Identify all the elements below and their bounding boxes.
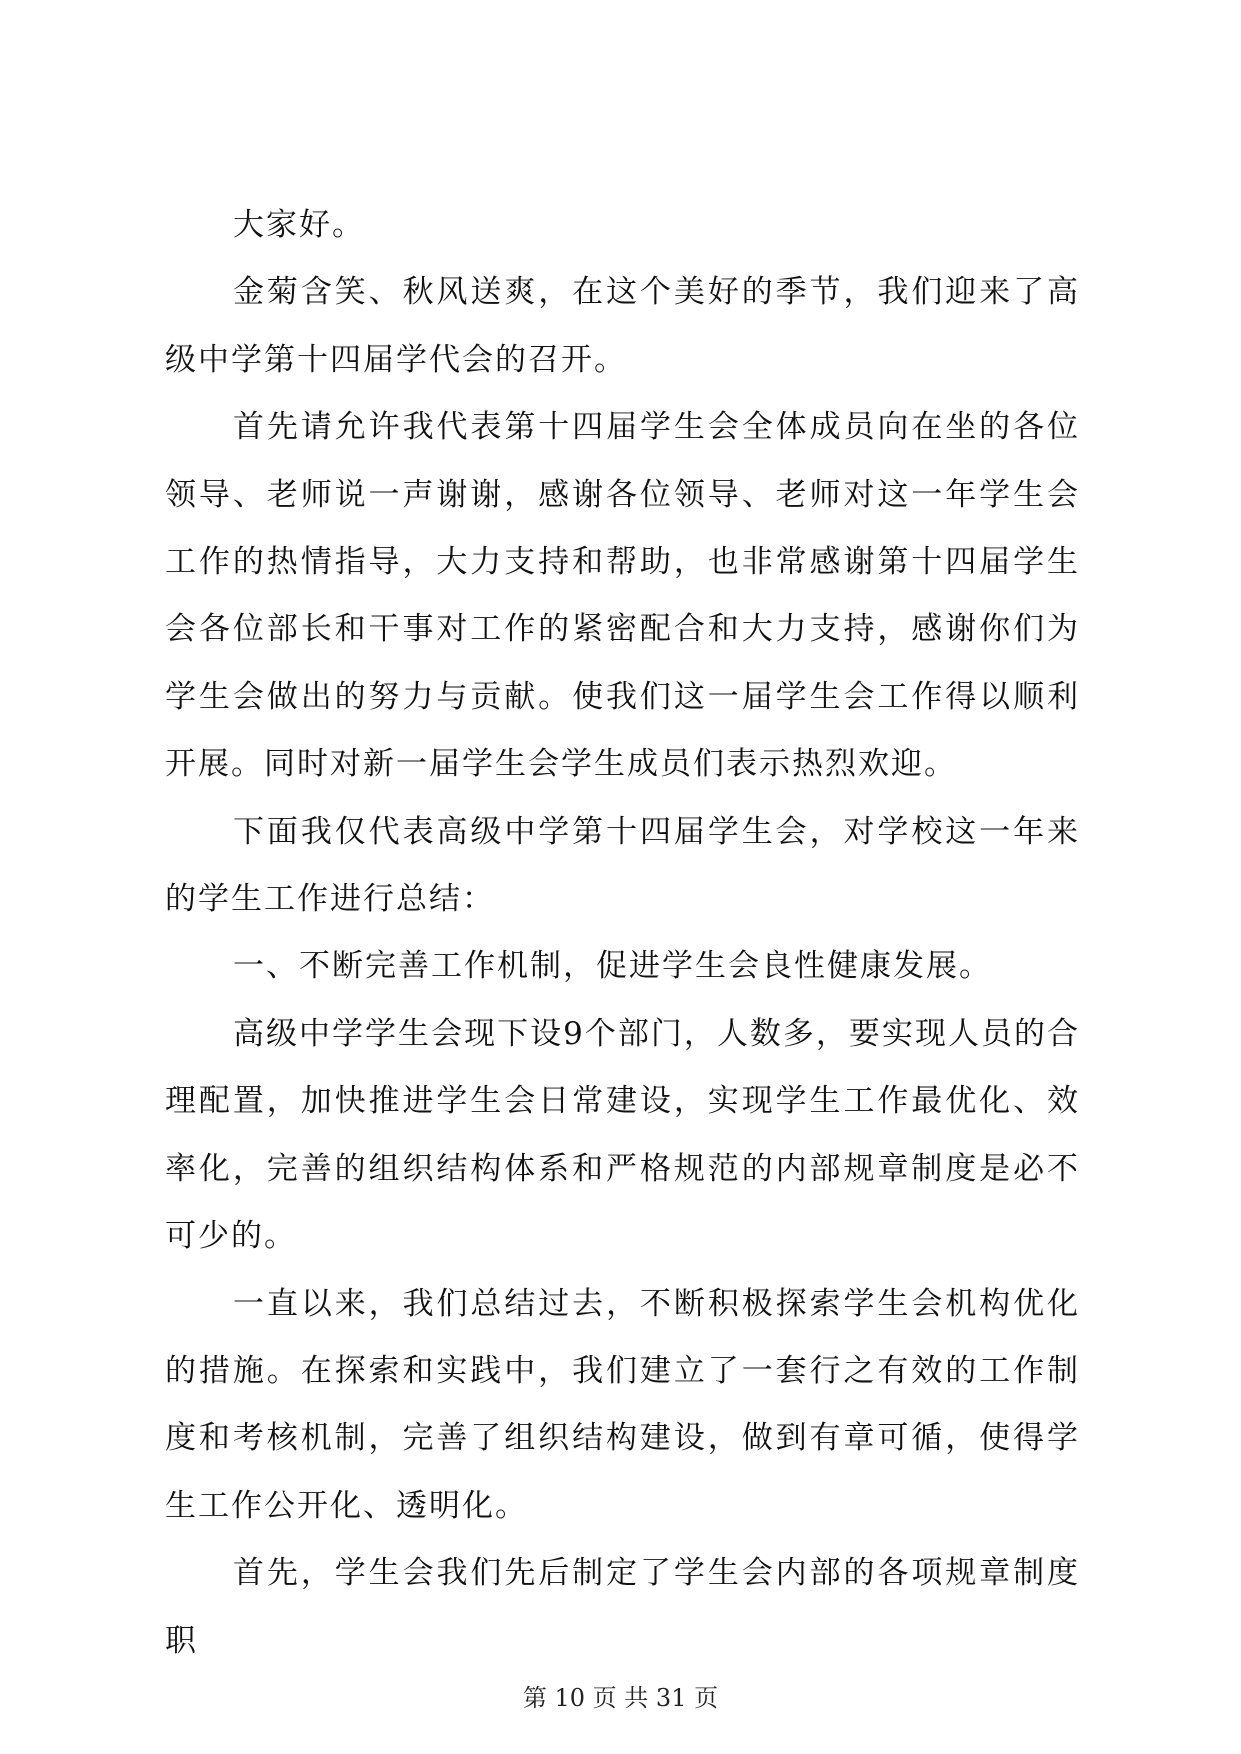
paragraph-exploration: 一直以来，我们总结过去，不断积极探索学生会机构优化的措施。在探索和实践中，我们建立了一套行之有效的工作制度和考核机制，完善了组织结构建设，做到有章可循，使得学生工作公开化、透明化。: [165, 1285, 1080, 1524]
paragraph-opening: 金菊含笑、秋风送爽，在这个美好的季节，我们迎来了高级中学第十四届学代会的召开。: [165, 274, 1080, 378]
section-heading-1: 一、不断完善工作机制，促进学生会良性健康发展。: [233, 948, 992, 985]
page-number-footer: 第 10 页 共 31 页: [522, 1684, 719, 1712]
paragraph-rules: 首先，学生会我们先后制定了学生会内部的各项规章制度职: [165, 1555, 1080, 1659]
paragraph-thanks: 首先请允许我代表第十四届学生会全体成员向在坐的各位领导、老师说一声谢谢，感谢各位领导、老师对这一年学生会工作的热情指导，大力支持和帮助，也非常感谢第十四届学生会各位部长和干事对工作的紧密配合和大力支持，感谢你们为学生会做出的努力与贡献。使我们这一届学生会工作得以顺利开展。同时对新一届学生会学生成员们表示热烈欢迎。: [165, 409, 1080, 783]
paragraph-summary-intro: 下面我仅代表高级中学第十四届学生会，对学校这一年来的学生工作进行总结：: [165, 813, 1080, 918]
paragraph-greeting: 大家好。: [233, 207, 365, 243]
document-body: [165, 192, 1080, 1675]
paragraph-departments: 高级中学学生会现下设9个部门，人数多，要实现人员的合理配置，加快推进学生会日常建设，实现学生工作最优化、效率化，完善的组织结构体系和严格规范的内部规章制度是必不可少的。: [165, 1015, 1080, 1255]
